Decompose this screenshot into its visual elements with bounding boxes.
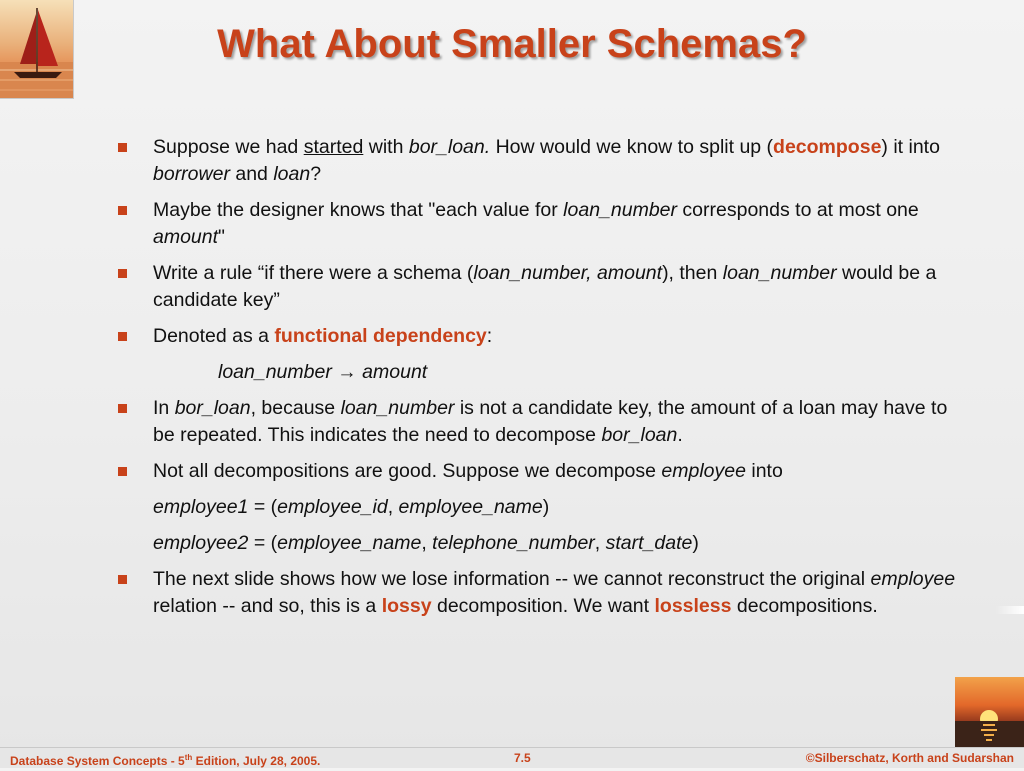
text-run: borrower — [153, 163, 230, 185]
text-run: with — [363, 136, 409, 158]
bullet-square-icon — [118, 404, 127, 413]
text-run: and — [229, 163, 274, 185]
text-run: decompositions. — [731, 595, 878, 617]
slide-body — [118, 134, 958, 629]
footer-course — [10, 748, 320, 768]
text-run: amount — [153, 226, 219, 248]
text-run: start_date — [605, 532, 693, 554]
text-run: employee_id — [277, 496, 388, 518]
text-run: employee_name — [277, 532, 422, 554]
bullet-square-icon — [118, 575, 127, 584]
text-run: The next slide shows how we lose information -- we cannot reconstruct the original — [153, 568, 871, 590]
sunset-logo — [955, 677, 1024, 747]
text-run: = ( — [248, 496, 278, 518]
functional-dependency-line: loan_number → amount — [218, 361, 428, 383]
footer-course-date: Edition, July 28, 2005. — [192, 754, 321, 768]
footer-course-text: Database System Concepts - 5 — [10, 754, 185, 768]
slide-title: What About Smaller Schemas? — [217, 22, 807, 66]
text-run: would be a candidate key” — [153, 262, 937, 311]
bullet-square-icon — [118, 206, 127, 215]
text-run: loan — [273, 163, 311, 185]
text-run: ) it into — [881, 136, 940, 158]
sunset-icon — [955, 677, 1024, 747]
text-run: ? — [310, 163, 322, 185]
bullet-square-icon — [118, 269, 127, 278]
text-run: ) — [692, 532, 699, 554]
bullet-item — [118, 395, 958, 449]
text-run: bor_loan — [601, 424, 678, 446]
text-run: loan_number — [563, 199, 678, 221]
text-run: ), then — [662, 262, 723, 284]
text-run: Not all decompositions are good. Suppose we decompose — [153, 460, 662, 482]
schema-line — [118, 494, 958, 521]
emphasis-term: decompose — [773, 136, 882, 158]
text-run: loan_number — [722, 262, 837, 284]
bullet-item — [118, 566, 958, 620]
text-run: loan_number, amount — [473, 262, 663, 284]
footer-course-sup: th — [184, 753, 193, 762]
text-run: bor_loan. — [408, 136, 491, 158]
bullet-item — [118, 458, 958, 485]
text-run: How would we know to split up ( — [490, 136, 774, 158]
page-number: 7.5 — [514, 751, 531, 765]
emphasis-term: lossless — [654, 595, 732, 617]
text-run: . — [677, 424, 683, 446]
text-run: employee2 — [153, 532, 249, 554]
text-run: ) — [542, 496, 550, 518]
text-run: = ( — [248, 532, 278, 554]
text-run: " — [218, 226, 225, 248]
emphasis-term: lossy — [381, 595, 432, 617]
bullet-item — [118, 260, 958, 314]
text-run: Write a rule “if there were a schema ( — [153, 262, 474, 284]
underlined-term: started — [303, 136, 364, 158]
text-run: corresponds to at most one — [677, 199, 919, 221]
text-run: , — [387, 496, 399, 518]
schema-line — [118, 530, 958, 557]
text-run: In — [153, 397, 175, 419]
text-run: relation -- and so, this is a — [153, 595, 382, 617]
emphasis-term: functional dependency — [274, 325, 487, 347]
text-run: Maybe the designer knows that "each value for — [153, 199, 564, 221]
text-run: employee — [870, 568, 956, 590]
text-run: Denoted as a — [153, 325, 275, 347]
decorative-glint — [996, 606, 1024, 614]
bullet-square-icon — [118, 143, 127, 152]
text-run: decomposition. We want — [431, 595, 655, 617]
text-run: , — [594, 532, 606, 554]
text-run: employee — [661, 460, 746, 482]
text-run: , because — [250, 397, 341, 419]
bullet-item — [118, 323, 958, 350]
bullet-item — [118, 134, 958, 188]
text-run: is not a candidate key, the amount of a loan may have to be repeated. This indicates the need to decompose — [153, 397, 948, 446]
bullet-square-icon — [118, 332, 127, 341]
text-run: employee1 — [153, 496, 249, 518]
text-run: loan_number — [340, 397, 455, 419]
text-run: Suppose we had — [153, 136, 304, 158]
text-run: , — [421, 532, 433, 554]
text-run: bor_loan — [174, 397, 251, 419]
text-run: telephone_number — [432, 532, 595, 554]
bullet-square-icon — [118, 467, 127, 476]
footer-copyright: ©Silberschatz, Korth and Sudarshan — [805, 751, 1014, 765]
text-run: into — [745, 460, 783, 482]
text-run: : — [486, 325, 493, 347]
text-run: employee_name — [398, 496, 543, 518]
bullet-item — [118, 197, 958, 251]
